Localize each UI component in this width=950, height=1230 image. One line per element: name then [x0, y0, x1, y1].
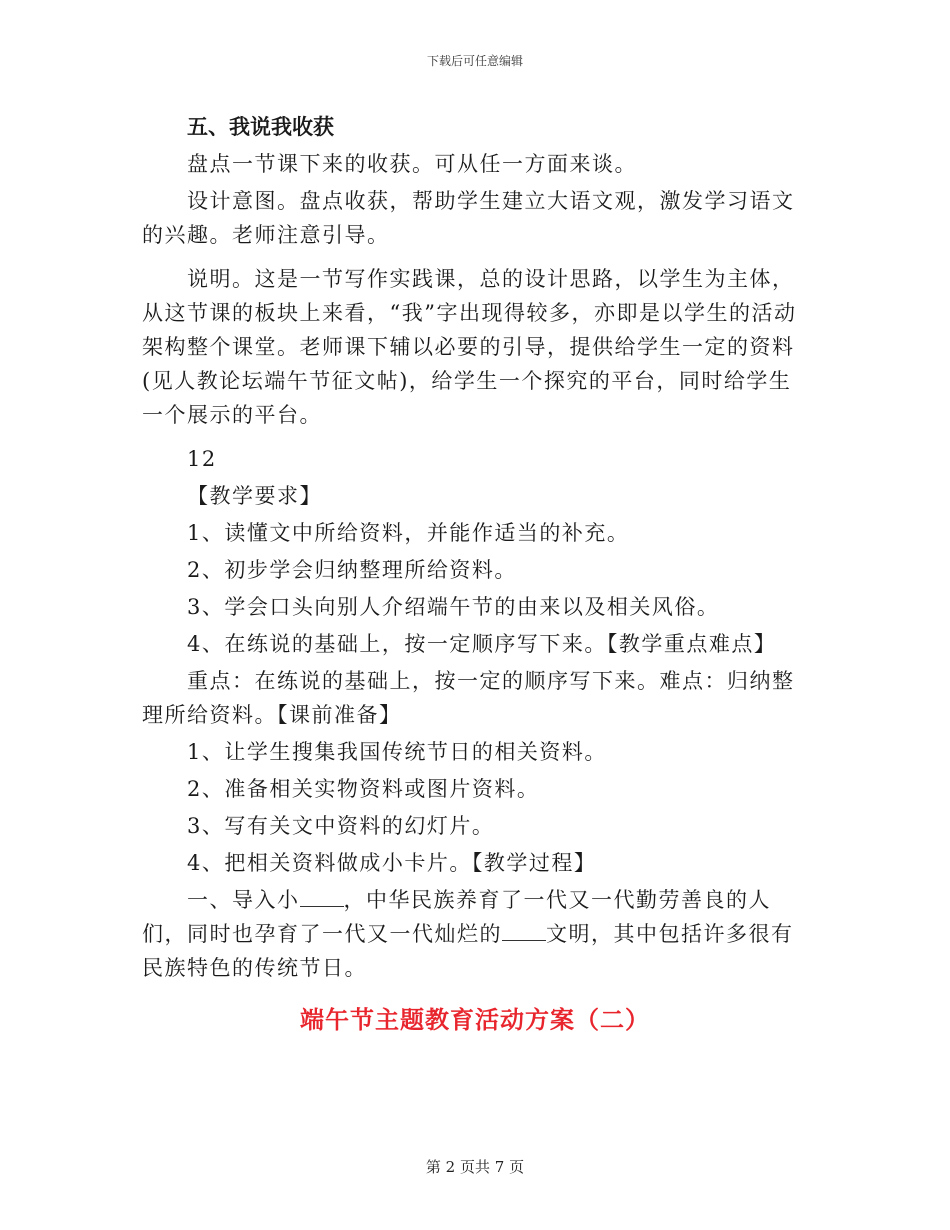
- intro-text-part-3: 文明，其中包括许多很有民族特色的传统节日。: [142, 922, 794, 980]
- page-header: 下载后可任意编辑: [426, 54, 523, 68]
- page-number-marker: 12: [187, 447, 217, 471]
- requirement-item-3: 3、学会口头向别人介绍端午节的由来以及相关风俗。: [187, 595, 720, 619]
- preparation-item-2: 2、准备相关实物资料或图片资料。: [187, 777, 540, 801]
- introduction-paragraph: [142, 883, 808, 985]
- requirement-item-4: 4、在练说的基础上，按一定顺序写下来。【教学重点难点】: [187, 632, 777, 656]
- paragraph-design-intent: 设计意图。盘点收获，帮助学生建立大语文观，激发学习语文的兴趣。老师注意引导。: [142, 189, 795, 247]
- paragraph-explanation: 说明。这是一节写作实践课，总的设计思路，以学生为主体，从这节课的板块上来看，“我”字出现得较多，亦即是以学生的活动架构整个课堂。老师课下辅以必要的引导，提供给学生一定的资料(见人教论坛端午节征文帖)，给学生一个探究的平台，同时给学生一个展示的平台。: [142, 267, 797, 427]
- intro-text-part-1: 一、导入小: [187, 888, 300, 912]
- preparation-item-1: 1、让学生搜集我国传统节日的相关资料。: [187, 740, 607, 764]
- intro-text-part-2: ，中华民族养育了一代又一代勤劳善良的人们，同时也孕育了一代又一代灿烂的: [142, 888, 771, 946]
- key-points-paragraph: 重点：在练说的基础上，按一定的顺序写下来。难点：归纳整理所给资料。【课前准备】: [142, 669, 795, 727]
- section-heading: 五、我说我收获: [187, 114, 334, 139]
- requirement-item-1: 1、读懂文中所给资料，并能作适当的补充。: [187, 521, 630, 545]
- next-document-title: 端午节主题教育活动方案（二）: [300, 1005, 650, 1034]
- preparation-item-3: 3、写有关文中资料的幻灯片。: [187, 814, 495, 838]
- document-body: [142, 110, 808, 985]
- fill-in-blank-1: [300, 888, 344, 907]
- paragraph-harvest: 盘点一节课下来的收获。可从任一方面来谈。: [187, 152, 637, 176]
- fill-in-blank-2: [502, 922, 546, 941]
- preparation-item-4: 4、把相关资料做成小卡片。【教学过程】: [187, 851, 597, 875]
- teaching-requirements-heading: 【教学要求】: [187, 484, 322, 508]
- requirement-item-2: 2、初步学会归纳整理所给资料。: [187, 558, 517, 582]
- page-footer: 第 2 页共 7 页: [425, 1158, 525, 1176]
